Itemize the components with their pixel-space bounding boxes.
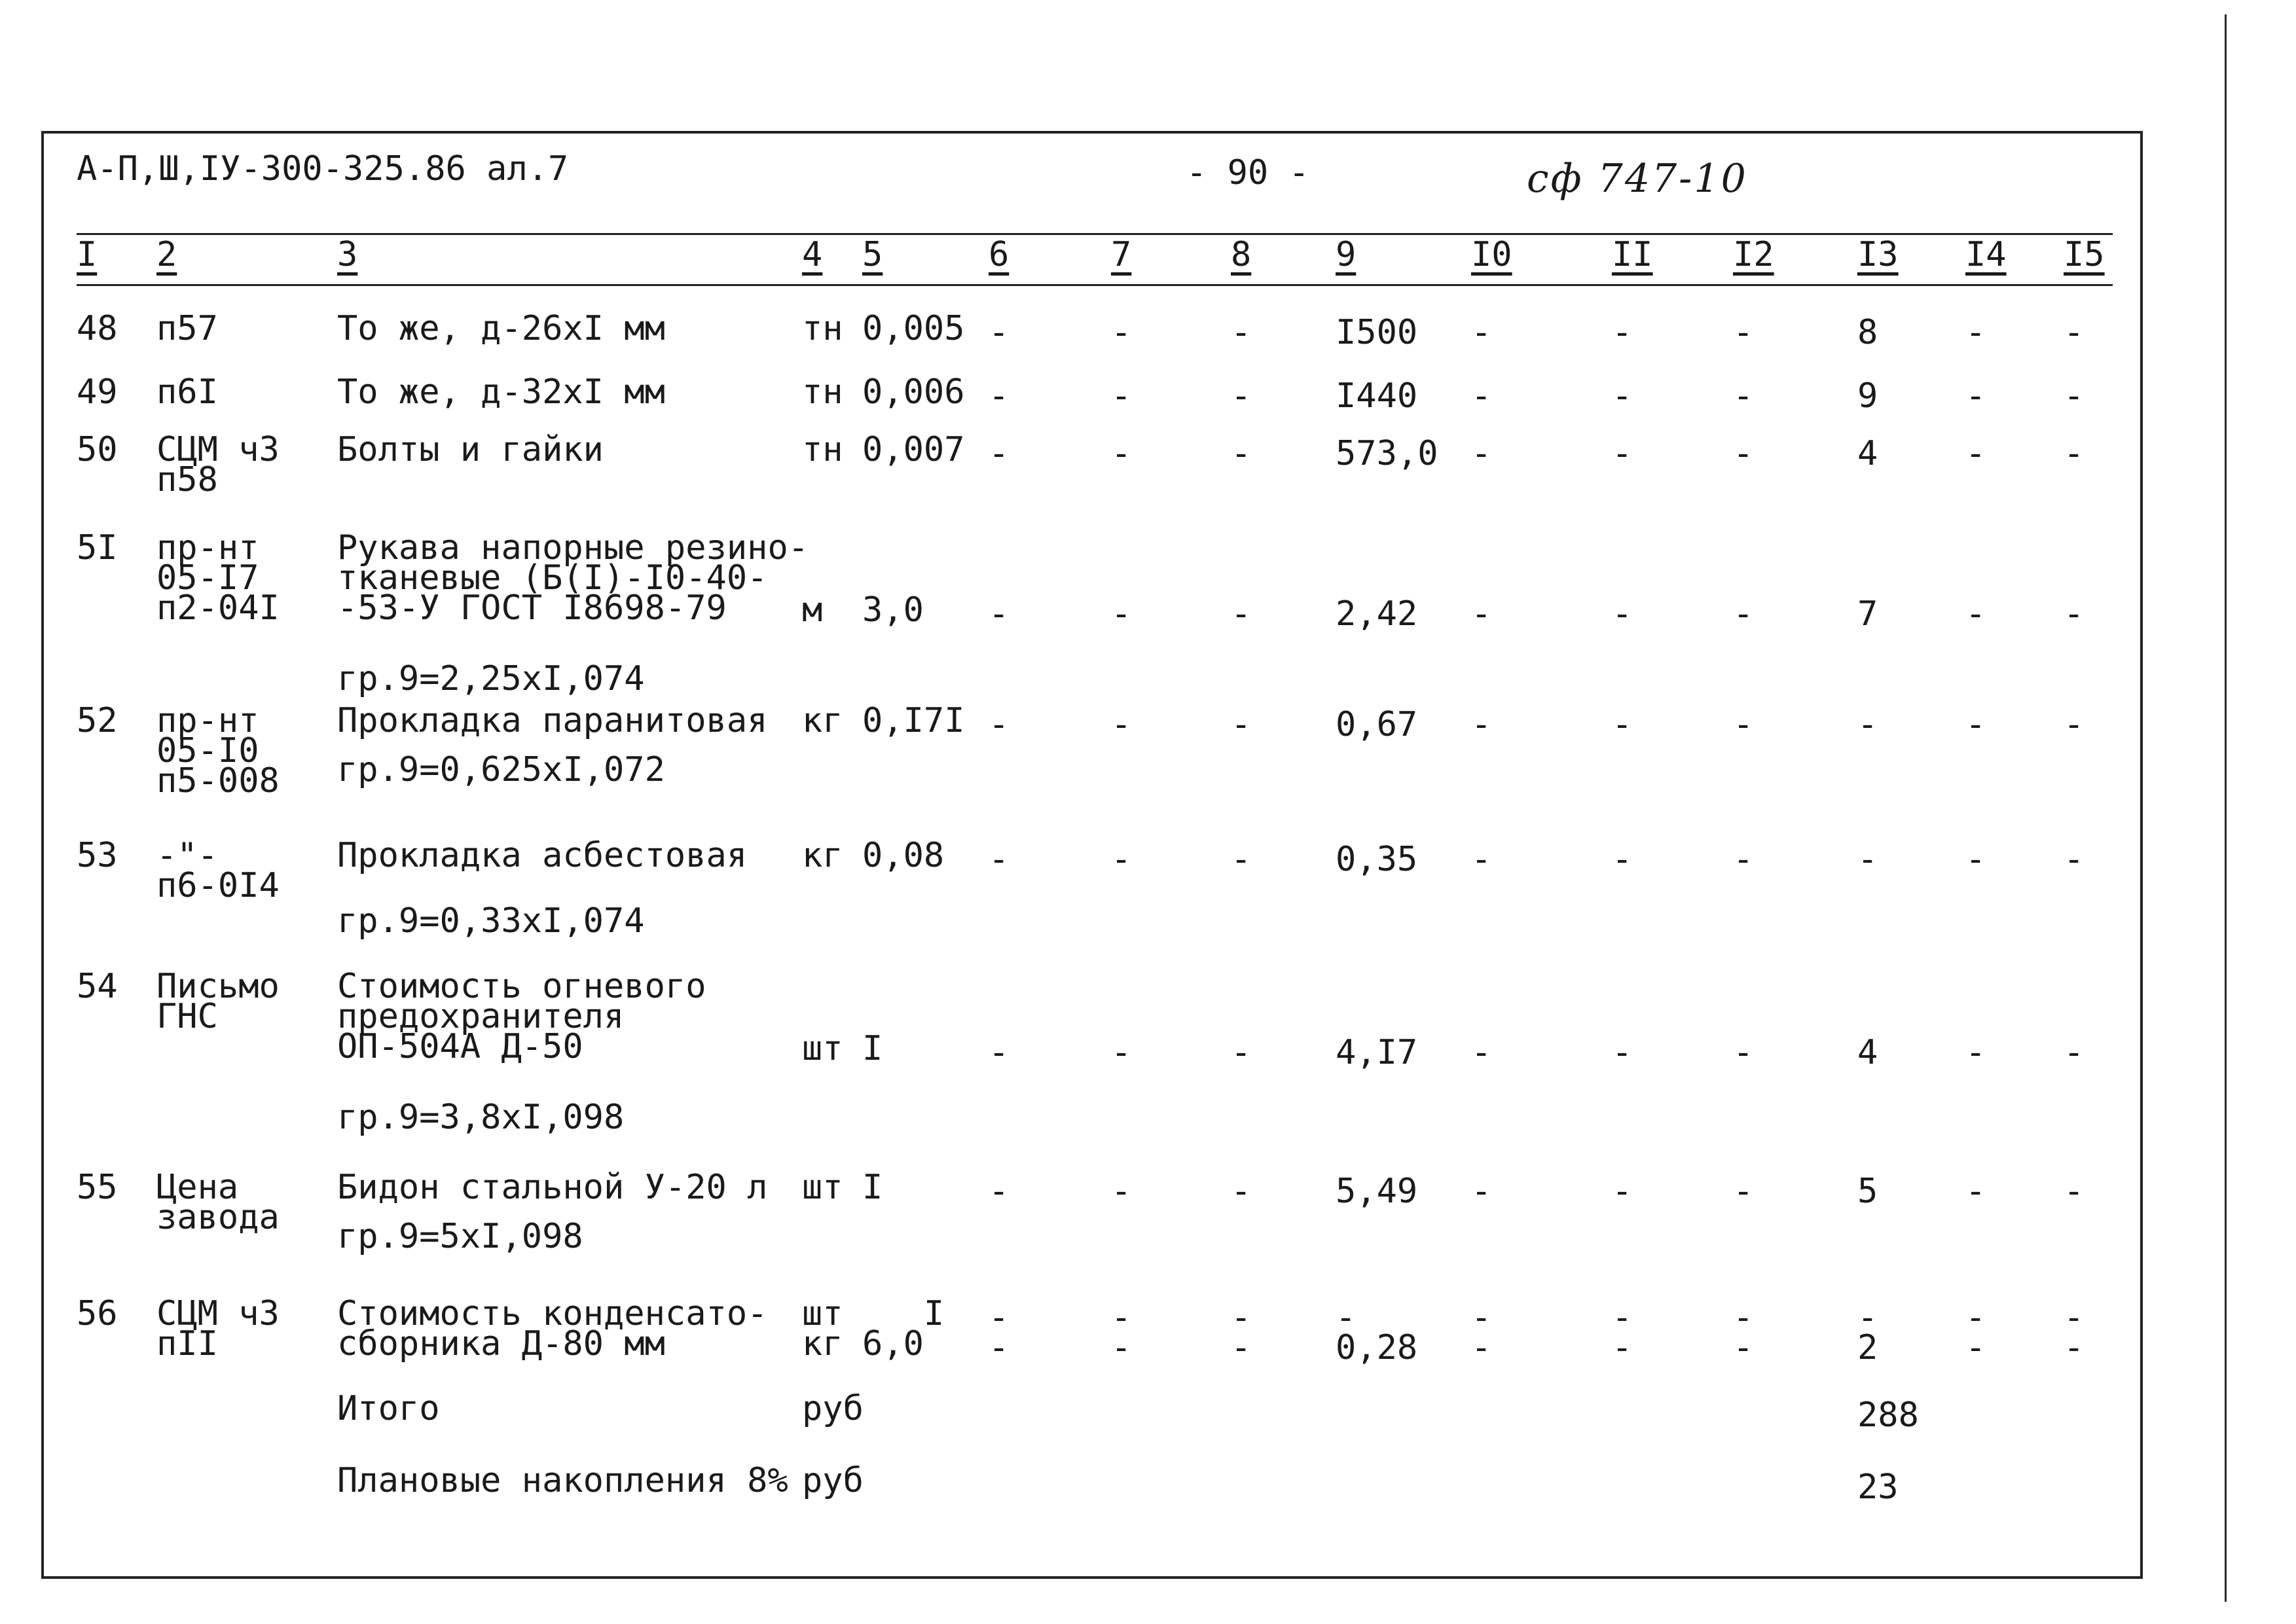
row-c15: - bbox=[2064, 313, 2085, 352]
row-c7: - bbox=[1111, 434, 1132, 473]
row-quantity: 0,007 bbox=[862, 430, 965, 469]
row-c14: - bbox=[1965, 1033, 1986, 1072]
row-description: Рукава напорные резино- тканевые (Б(I)-I0-40- -53-У ГОСТ I8698-79 bbox=[337, 528, 809, 628]
row-c10: - bbox=[1471, 840, 1492, 879]
col-header-10: I0 bbox=[1471, 235, 1512, 274]
row-c15: - bbox=[2064, 594, 2085, 634]
row-c7: - bbox=[1111, 840, 1132, 879]
row-unit: тн bbox=[802, 309, 843, 348]
row-formula: гр.9=0,33хI,074 bbox=[337, 901, 645, 941]
row-c8: - bbox=[1231, 1172, 1252, 1211]
row-c15: - bbox=[2064, 840, 2085, 879]
col-header-5: 5 bbox=[862, 235, 883, 274]
row-c14: - bbox=[1965, 705, 1986, 744]
row-c11: - bbox=[1612, 434, 1633, 473]
row-c10: - bbox=[1471, 313, 1492, 352]
row-c13: - 2 bbox=[1857, 1298, 1878, 1367]
col-header-3: 3 bbox=[337, 235, 358, 274]
col-header-1: I bbox=[77, 235, 98, 274]
row-c14: - bbox=[1965, 434, 1986, 473]
row-code: пр-нт 05-I7 п2-04I bbox=[156, 528, 280, 628]
row-c7: - - bbox=[1111, 1298, 1132, 1367]
row-description: Бидон стальной У-20 л bbox=[337, 1168, 768, 1207]
row-quantity: 0,I7I bbox=[862, 701, 965, 740]
row-c8: - - bbox=[1231, 1298, 1252, 1367]
header-rule-bottom bbox=[77, 284, 2113, 286]
row-formula: гр.9=3,8хI,098 bbox=[337, 1098, 625, 1137]
row-c9: - 0,28 bbox=[1336, 1298, 1418, 1367]
document-code: А-П,Ш,IУ-300-325.86 ал.7 bbox=[77, 149, 569, 189]
row-c11: - bbox=[1612, 1033, 1633, 1072]
row-c9: 573,0 bbox=[1336, 434, 1438, 473]
row-c9: 0,35 bbox=[1336, 840, 1418, 879]
row-c11: - bbox=[1612, 594, 1633, 634]
row-description: Прокладка паранитовая bbox=[337, 701, 768, 740]
row-c9: 5,49 bbox=[1336, 1172, 1418, 1211]
row-c8: - bbox=[1231, 376, 1252, 416]
row-c9: 2,42 bbox=[1336, 594, 1418, 634]
row-unit: кг bbox=[802, 836, 843, 875]
row-c6: - bbox=[989, 1033, 1010, 1072]
row-c15: - bbox=[2064, 705, 2085, 744]
row-c8: - bbox=[1231, 594, 1252, 634]
row-c7: - bbox=[1111, 705, 1132, 744]
row-number: 48 bbox=[77, 309, 118, 348]
col-header-14: I4 bbox=[1965, 235, 2007, 274]
row-description: То же, д-26хI мм bbox=[337, 309, 665, 348]
row-c9: 4,I7 bbox=[1336, 1033, 1418, 1072]
row-c12: - - bbox=[1733, 1298, 1754, 1367]
row-c13: 4 bbox=[1857, 434, 1878, 473]
row-c10: - bbox=[1471, 376, 1492, 416]
row-unit: шт bbox=[802, 1168, 843, 1207]
col-header-8: 8 bbox=[1231, 235, 1252, 274]
row-description: То же, д-32хI мм bbox=[337, 372, 665, 412]
row-c13: 9 bbox=[1857, 376, 1878, 416]
row-c7: - bbox=[1111, 1033, 1132, 1072]
row-c12: - bbox=[1733, 1172, 1754, 1211]
row-c6: - bbox=[989, 1172, 1010, 1211]
row-code: п6I bbox=[156, 372, 218, 412]
row-formula: гр.9=2,25хI,074 bbox=[337, 659, 645, 698]
row-c11: - - bbox=[1612, 1298, 1633, 1367]
row-c10: - bbox=[1471, 1033, 1492, 1072]
row-quantity: 0,005 bbox=[862, 309, 965, 348]
row-quantity: I bbox=[862, 1168, 883, 1207]
row-c11: - bbox=[1612, 313, 1633, 352]
row-unit: шт кг bbox=[802, 1294, 843, 1363]
row-c8: - bbox=[1231, 840, 1252, 879]
row-c6: - bbox=[989, 705, 1010, 744]
row-c8: - bbox=[1231, 705, 1252, 744]
row-c8: - bbox=[1231, 313, 1252, 352]
total-label: Итого bbox=[337, 1389, 440, 1428]
row-description: Прокладка асбестовая bbox=[337, 836, 748, 875]
row-formula: гр.9=5хI,098 bbox=[337, 1217, 583, 1256]
col-header-13: I3 bbox=[1857, 235, 1899, 274]
row-c7: - bbox=[1111, 1172, 1132, 1211]
row-number: 49 bbox=[77, 372, 118, 412]
total-value: 23 bbox=[1857, 1468, 1899, 1507]
total-unit: руб bbox=[802, 1461, 864, 1500]
col-header-11: II bbox=[1612, 235, 1653, 274]
row-number: 50 bbox=[77, 430, 118, 469]
row-quantity: I 6,0 bbox=[862, 1294, 945, 1363]
total-unit: руб bbox=[802, 1389, 864, 1428]
row-c13: 5 bbox=[1857, 1172, 1878, 1211]
row-c12: - bbox=[1733, 434, 1754, 473]
row-unit: шт bbox=[802, 1029, 843, 1068]
row-number: 54 bbox=[77, 967, 118, 1006]
total-value: 288 bbox=[1857, 1396, 1919, 1435]
row-c6: - bbox=[989, 434, 1010, 473]
row-description: Болты и гайки bbox=[337, 430, 604, 469]
row-c6: - bbox=[989, 376, 1010, 416]
row-c13: 8 bbox=[1857, 313, 1878, 352]
row-c6: - bbox=[989, 840, 1010, 879]
row-c15: - bbox=[2064, 1033, 2085, 1072]
row-code: СЦМ ч3 п58 bbox=[156, 430, 280, 499]
estimate-sheet bbox=[41, 131, 2143, 1579]
row-c7: - bbox=[1111, 313, 1132, 352]
row-c13: 4 bbox=[1857, 1033, 1878, 1072]
row-c12: - bbox=[1733, 376, 1754, 416]
row-c14: - bbox=[1965, 594, 1986, 634]
col-header-12: I2 bbox=[1733, 235, 1774, 274]
row-unit: тн bbox=[802, 430, 843, 469]
row-description: Стоимость огневого предохранителя ОП-504А Д-50 bbox=[337, 967, 706, 1066]
row-c11: - bbox=[1612, 705, 1633, 744]
row-c15: - bbox=[2064, 434, 2085, 473]
row-number: 5I bbox=[77, 528, 118, 568]
row-c12: - bbox=[1733, 1033, 1754, 1072]
page-number: - 90 - bbox=[1186, 153, 1309, 192]
row-c10: - bbox=[1471, 434, 1492, 473]
row-c10: - bbox=[1471, 705, 1492, 744]
handwritten-note: сф 747-10 bbox=[1527, 156, 1748, 202]
row-c8: - bbox=[1231, 434, 1252, 473]
row-c6: - - bbox=[989, 1298, 1010, 1367]
col-header-9: 9 bbox=[1336, 235, 1357, 274]
row-description: Стоимость конденсато- сборника Д-80 мм bbox=[337, 1294, 768, 1363]
row-quantity: 3,0 bbox=[862, 590, 924, 630]
row-c10: - bbox=[1471, 1172, 1492, 1211]
row-c15: - - bbox=[2064, 1298, 2085, 1367]
row-unit: кг bbox=[802, 701, 843, 740]
row-c13: - bbox=[1857, 705, 1878, 744]
row-c9: I500 bbox=[1336, 313, 1418, 352]
row-c10: - bbox=[1471, 594, 1492, 634]
row-quantity: 0,08 bbox=[862, 836, 945, 875]
row-number: 55 bbox=[77, 1168, 118, 1207]
row-c13: 7 bbox=[1857, 594, 1878, 634]
col-header-7: 7 bbox=[1111, 235, 1132, 274]
row-number: 56 bbox=[77, 1294, 118, 1333]
row-code: -"- п6-0I4 bbox=[156, 836, 280, 905]
row-c11: - bbox=[1612, 376, 1633, 416]
row-code: пр-нт 05-I0 п5-008 bbox=[156, 701, 280, 801]
row-c12: - bbox=[1733, 594, 1754, 634]
row-c15: - bbox=[2064, 376, 2085, 416]
row-c8: - bbox=[1231, 1033, 1252, 1072]
row-c13: - bbox=[1857, 840, 1878, 879]
col-header-4: 4 bbox=[802, 235, 823, 274]
row-code: Цена завода bbox=[156, 1168, 280, 1237]
col-header-6: 6 bbox=[989, 235, 1010, 274]
row-c7: - bbox=[1111, 376, 1132, 416]
row-number: 53 bbox=[77, 836, 118, 875]
row-c14: - - bbox=[1965, 1298, 1986, 1367]
row-c7: - bbox=[1111, 594, 1132, 634]
row-c11: - bbox=[1612, 1172, 1633, 1211]
row-unit: м bbox=[802, 590, 823, 630]
row-c6: - bbox=[989, 313, 1010, 352]
total-label: Плановые накопления 8% bbox=[337, 1461, 788, 1500]
row-code: Письмо ГНС bbox=[156, 967, 280, 1036]
row-number: 52 bbox=[77, 701, 118, 740]
row-code: СЦМ ч3 пII bbox=[156, 1294, 280, 1363]
row-code: п57 bbox=[156, 309, 218, 348]
row-c14: - bbox=[1965, 313, 1986, 352]
row-c9: 0,67 bbox=[1336, 705, 1418, 744]
row-c10: - - bbox=[1471, 1298, 1492, 1367]
row-quantity: I bbox=[862, 1029, 883, 1068]
header-rule-top bbox=[77, 233, 2113, 235]
col-header-15: I5 bbox=[2064, 235, 2105, 274]
col-header-2: 2 bbox=[156, 235, 177, 274]
row-c15: - bbox=[2064, 1172, 2085, 1211]
row-c14: - bbox=[1965, 376, 1986, 416]
right-margin-line bbox=[2225, 14, 2227, 1602]
row-c14: - bbox=[1965, 840, 1986, 879]
row-formula: гр.9=0,625хI,072 bbox=[337, 750, 665, 789]
row-unit: тн bbox=[802, 372, 843, 412]
row-quantity: 0,006 bbox=[862, 372, 965, 412]
row-c12: - bbox=[1733, 840, 1754, 879]
row-c14: - bbox=[1965, 1172, 1986, 1211]
row-c12: - bbox=[1733, 313, 1754, 352]
row-c6: - bbox=[989, 594, 1010, 634]
row-c9: I440 bbox=[1336, 376, 1418, 416]
row-c11: - bbox=[1612, 840, 1633, 879]
row-c12: - bbox=[1733, 705, 1754, 744]
